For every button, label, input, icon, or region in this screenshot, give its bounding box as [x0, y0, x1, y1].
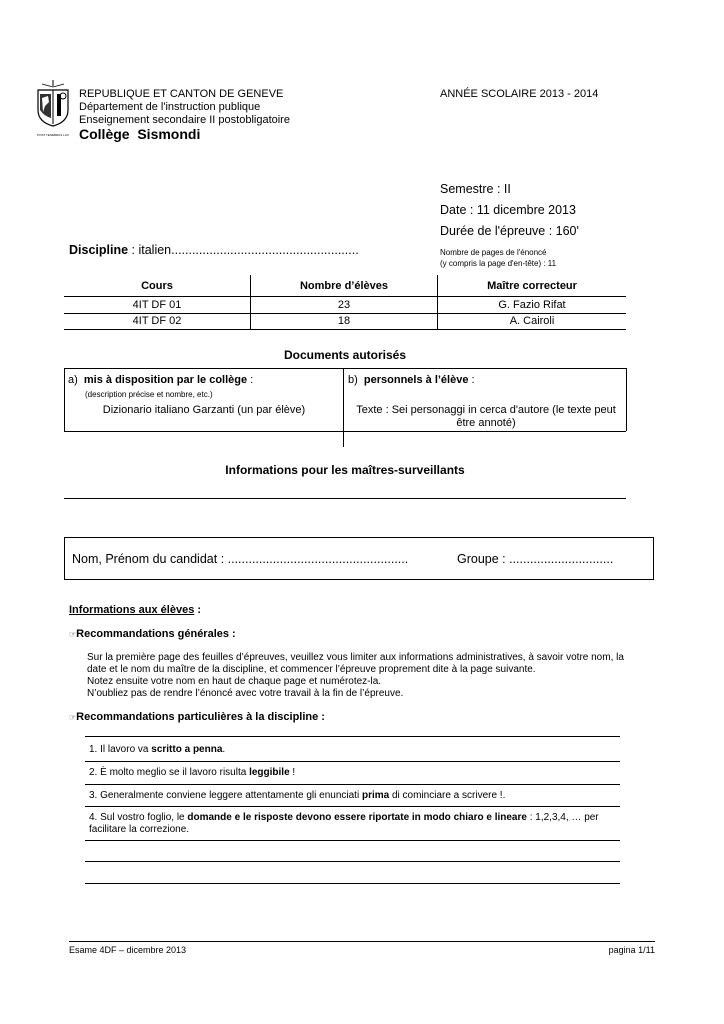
rule-line [85, 883, 620, 884]
item-text: di cominciare a scrivere !. [389, 790, 506, 801]
school-name: Collège Sismondi [79, 126, 201, 142]
logo-caption: POST TENEBRAS LUX [37, 133, 69, 137]
text-line: Sur la première page des feuilles d’épreuves, veuillez vous limiter aux informations administratives, à savoir votre nom, la [87, 652, 624, 663]
documents-a-note: (description précise et nombre, etc.) [85, 390, 213, 399]
table-rule [64, 431, 626, 432]
table-cell: 4IT DF 01 [132, 299, 182, 311]
particular-recommendations-title [69, 711, 325, 724]
documents-a-label: mis à disposition par le collège [83, 374, 248, 386]
table-divider [64, 368, 65, 431]
item-prefix: a) [68, 374, 78, 386]
general-recommendations-text [87, 652, 647, 700]
page-count-label: Nombre de pages de l'énoncé [440, 248, 547, 257]
documents-b-value: Texte : Sei personaggi in cerca d'autore (le texte peut être annoté) [356, 404, 616, 429]
table-rule [64, 296, 626, 297]
footer-rule [69, 941, 655, 942]
item-text: 3. Generalmente conviene leggere attentamente gli enunciati [89, 790, 362, 801]
documents-b-label: personnels à l’élève [363, 374, 469, 386]
general-recommendations-title [69, 628, 236, 641]
table-cell: G. Fazio Rifat [498, 299, 566, 311]
recommendation-item [89, 767, 295, 779]
page-count-value: (y compris la page d'en-tête) : 11 [440, 259, 557, 268]
documents-a-value: Dizionario italiano Garzanti (un par élève) [102, 404, 306, 416]
pointing-hand-icon: ☞ [69, 713, 77, 722]
info-students-title [69, 604, 201, 617]
candidate-group-field[interactable]: Groupe : .............................. [457, 552, 614, 566]
candidate-name-field[interactable]: Nom, Prénom du candidat : .................................................... [72, 552, 409, 566]
item-emphasis: leggibile [249, 767, 290, 778]
exam-duration: Durée de l'épreuve : 160' [440, 224, 579, 238]
rule-line [85, 840, 620, 841]
header-department: Département de l'instruction publique [79, 101, 261, 113]
rule-line [85, 806, 620, 807]
general-title-text: Recommandations générales : [76, 628, 236, 640]
school-year: ANNÉE SCOLAIRE 2013 - 2014 [440, 88, 599, 100]
recommendation-item [89, 744, 225, 756]
header-republic: REPUBLIQUE ET CANTON DE GENEVE [79, 88, 284, 100]
footer-page-number: pagina 1/11 [608, 945, 655, 955]
table-divider [343, 368, 344, 447]
rule-line [85, 784, 620, 785]
text-line: N’oubliez pas de rendre l’énoncé avec votre travail à la fin de l’épreuve. [87, 688, 404, 699]
recommendation-item [89, 790, 505, 802]
item-text: 4. Sul vostro foglio, le [89, 812, 188, 823]
table-rule [64, 313, 626, 314]
geneva-coat-of-arms-logo [32, 78, 74, 137]
item-text: ! [289, 767, 296, 778]
col-header-cours: Cours [141, 280, 173, 292]
table-cell: 4IT DF 02 [132, 315, 182, 327]
rule-line [85, 761, 620, 762]
discipline-value: : italien...................................................... [128, 243, 359, 257]
text-line: Notez ensuite votre nom en haut de chaque page et numérotez-la. [87, 676, 382, 687]
documents-a-heading [68, 374, 253, 387]
table-cell: 23 [337, 299, 351, 311]
table-rule [64, 329, 626, 330]
col-header-teacher: Maître correcteur [487, 280, 577, 292]
particular-title-text: Recommandations particulières à la discipline : [76, 711, 325, 723]
item-prefix: b) [348, 374, 358, 386]
discipline-label: Discipline [69, 243, 129, 257]
item-text: 1. Il lavoro va [89, 744, 152, 755]
documents-title: Documents autorisés [283, 348, 407, 362]
header-teaching: Enseignement secondaire II postobligatoire [79, 114, 290, 126]
colon: : [247, 374, 254, 386]
rule-line [85, 861, 620, 862]
info-students-title-text: Informations aux élèves [69, 604, 195, 616]
footer-left: Esame 4DF – dicembre 2013 [69, 945, 187, 955]
table-cell: A. Cairoli [509, 315, 555, 327]
item-emphasis: domande e le risposte devono essere riportate in modo chiaro e lineare [187, 812, 527, 823]
item-text: . [222, 744, 226, 755]
table-rule [64, 368, 626, 369]
surveillants-rule [64, 498, 626, 499]
item-emphasis: prima [361, 790, 390, 801]
item-text: : 1,2,3,4, … per facilitare la correzione. [89, 812, 599, 835]
rule-line [85, 736, 620, 737]
discipline [69, 243, 359, 258]
table-cell: 18 [337, 315, 351, 327]
colon: : [194, 604, 202, 616]
text-line: date et le nom du maître de la discipline, et commencer l’épreuve proprement dite à la page suivante. [87, 664, 536, 675]
documents-b-heading [348, 374, 475, 387]
pointing-hand-icon: ☞ [69, 630, 77, 639]
exam-date: Date : 11 dicembre 2013 [440, 203, 576, 217]
item-emphasis: scritto a penna [151, 744, 223, 755]
semester: Semestre : II [440, 182, 511, 196]
item-text: 2. È molto meglio se il lavoro risulta [89, 767, 250, 778]
colon: : [468, 374, 475, 386]
col-header-students: Nombre d’élèves [299, 280, 389, 292]
recommendation-item [89, 812, 624, 836]
surveillants-title: Informations pour les maîtres-surveillants [225, 463, 465, 477]
table-divider [626, 368, 627, 431]
